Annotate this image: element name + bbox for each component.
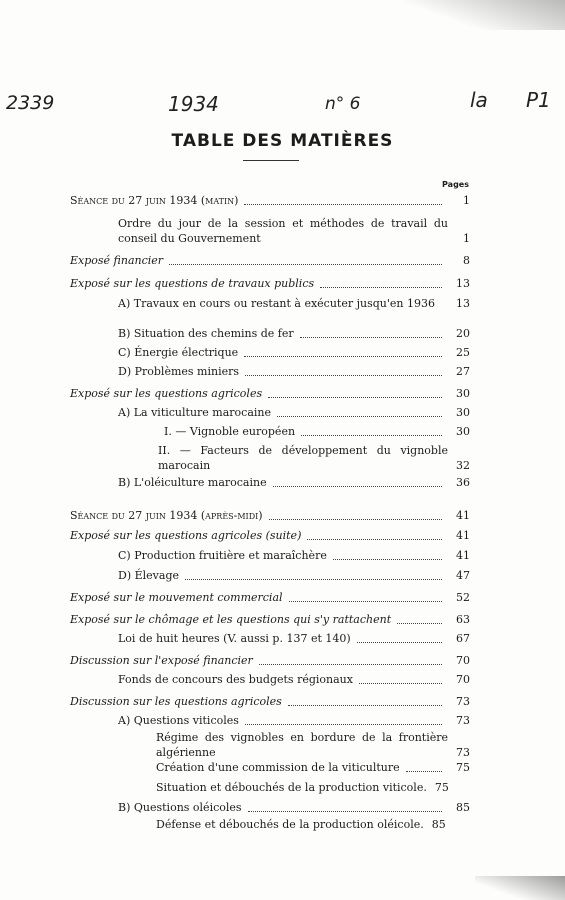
- page-title: TABLE DES MATIÈRES: [171, 131, 394, 151]
- toc-entry-text: A) Travaux en cours ou restant à exécuter jusqu'en 1936: [118, 297, 435, 310]
- toc-entry: [156, 760, 470, 775]
- toc-entry: [70, 193, 470, 208]
- toc-page-number: 47: [456, 569, 470, 582]
- toc-entry-text: I. — Vignoble européen: [164, 425, 296, 438]
- toc-page-number: 13: [456, 297, 470, 310]
- toc-page-number: 75: [456, 761, 470, 774]
- toc-entry-text: Exposé sur le mouvement commercial: [70, 591, 283, 604]
- toc-entry-text: Exposé financier: [70, 254, 164, 267]
- toc-entry-text: C) Énergie électrique: [118, 346, 239, 359]
- toc-entry-text: A) Questions viticoles: [118, 714, 239, 727]
- toc-page-number: 75: [434, 781, 449, 794]
- toc-page-number: 73: [456, 695, 470, 708]
- toc-entry: [118, 326, 470, 341]
- toc-entry-text: Ordre du jour de la session et méthodes de travail du conseil du Gouvernement: [118, 217, 448, 245]
- toc-page-number: 30: [456, 387, 470, 400]
- toc-entry-text: B) Questions oléicoles: [118, 801, 242, 814]
- title-rule: [243, 160, 299, 161]
- toc-entry: [118, 568, 470, 583]
- toc-entry: [70, 253, 470, 268]
- toc-entry: [70, 590, 470, 605]
- toc-page-number: 1: [463, 232, 470, 245]
- toc-page-number: 63: [456, 613, 470, 626]
- toc-page-number: 36: [456, 476, 470, 489]
- toc-entry-text: Situation et débouchés de la production viticole.: [156, 781, 427, 794]
- toc-entry: [118, 800, 470, 815]
- toc-page-number: 67: [456, 632, 470, 645]
- toc-entry: [118, 475, 470, 490]
- handwritten-note: n° 6: [325, 94, 361, 114]
- toc-entry: [118, 713, 470, 728]
- toc-entry: [70, 386, 470, 401]
- toc-entry-text: A) La viticulture marocaine: [118, 406, 271, 419]
- toc-entry-text: Exposé sur les questions agricoles: [70, 387, 263, 400]
- handwritten-note: la: [470, 88, 488, 112]
- toc-entry: [158, 443, 470, 473]
- toc-page-number: 73: [456, 714, 470, 727]
- scan-edge-shadow: [475, 876, 565, 900]
- toc-page-number: 27: [456, 365, 470, 378]
- toc-entry: [156, 817, 470, 832]
- toc-entry: [70, 694, 470, 709]
- toc-page-number: 52: [456, 591, 470, 604]
- toc-entry-text: Exposé sur les questions de travaux publics: [70, 277, 315, 290]
- toc-entry-text: B) Situation des chemins de fer: [118, 327, 294, 340]
- toc-entry-text: Séance du 27 juin 1934 (après-midi): [70, 509, 263, 522]
- toc-page-number: 70: [456, 673, 470, 686]
- toc-page-number: 20: [456, 327, 470, 340]
- toc-page-number: 30: [456, 425, 470, 438]
- toc-page-number: 85: [456, 801, 470, 814]
- toc-entry: [118, 216, 470, 246]
- toc-entry: [118, 631, 470, 646]
- toc-page-number: 73: [456, 746, 470, 759]
- handwritten-note: P1: [526, 88, 551, 112]
- toc-entry-text: Exposé sur les questions agricoles (suite): [70, 529, 302, 542]
- toc-entry-text: D) Élevage: [118, 569, 179, 582]
- toc-entry-text: Discussion sur l'exposé financier: [70, 654, 253, 667]
- toc-entry-text: II. — Facteurs de développement du vignoble marocain: [158, 444, 448, 472]
- toc-entry-text: Fonds de concours des budgets régionaux: [118, 673, 353, 686]
- toc-entry: [118, 296, 470, 311]
- toc-entry-text: D) Problèmes miniers: [118, 365, 240, 378]
- toc-page-number: 85: [431, 818, 446, 831]
- toc-entry: [118, 345, 470, 360]
- toc-entry: [70, 653, 470, 668]
- toc-entry-text: Défense et débouchés de la production oléicole.: [156, 818, 424, 831]
- toc-entry: [70, 508, 470, 523]
- toc-page-number: 41: [456, 509, 470, 522]
- toc-page-number: 41: [456, 529, 470, 542]
- toc-page-number: 25: [456, 346, 470, 359]
- toc-entry-text: B) L'oléiculture marocaine: [118, 476, 267, 489]
- toc-entry-text: C) Production fruitière et maraîchère: [118, 549, 327, 562]
- toc-entry: [70, 612, 470, 627]
- toc-page-number: 32: [456, 459, 470, 472]
- toc-page-number: 41: [456, 549, 470, 562]
- toc-page-number: 70: [456, 654, 470, 667]
- pages-column-header: Pages: [442, 180, 469, 189]
- toc-entry: [118, 672, 470, 687]
- handwritten-note: 1934: [168, 92, 219, 116]
- toc-entry: [70, 276, 470, 291]
- scan-edge-shadow: [405, 0, 565, 30]
- toc-entry: [164, 424, 470, 439]
- toc-entry-text: Création d'une commission de la viticulture: [156, 761, 400, 774]
- toc-entry: [70, 528, 470, 543]
- toc-entry-text: Régime des vignobles en bordure de la frontière algérienne: [156, 731, 448, 759]
- toc-page-number: 13: [456, 277, 470, 290]
- toc-entry-text: Séance du 27 juin 1934 (matin): [70, 194, 239, 207]
- toc-entry-text: Loi de huit heures (V. aussi p. 137 et 140): [118, 632, 351, 645]
- toc-page-number: 1: [463, 194, 470, 207]
- toc-entry-text: Discussion sur les questions agricoles: [70, 695, 282, 708]
- toc-entry-text: Exposé sur le chômage et les questions qui s'y rattachent: [70, 613, 392, 626]
- toc-entry: [118, 364, 470, 379]
- handwritten-note: 2339: [6, 92, 55, 114]
- toc-entry: [156, 730, 470, 760]
- toc-page-number: 30: [456, 406, 470, 419]
- toc-entry: [156, 780, 470, 795]
- toc-page-number: 8: [463, 254, 470, 267]
- toc-entry: [118, 405, 470, 420]
- toc-entry: [118, 548, 470, 563]
